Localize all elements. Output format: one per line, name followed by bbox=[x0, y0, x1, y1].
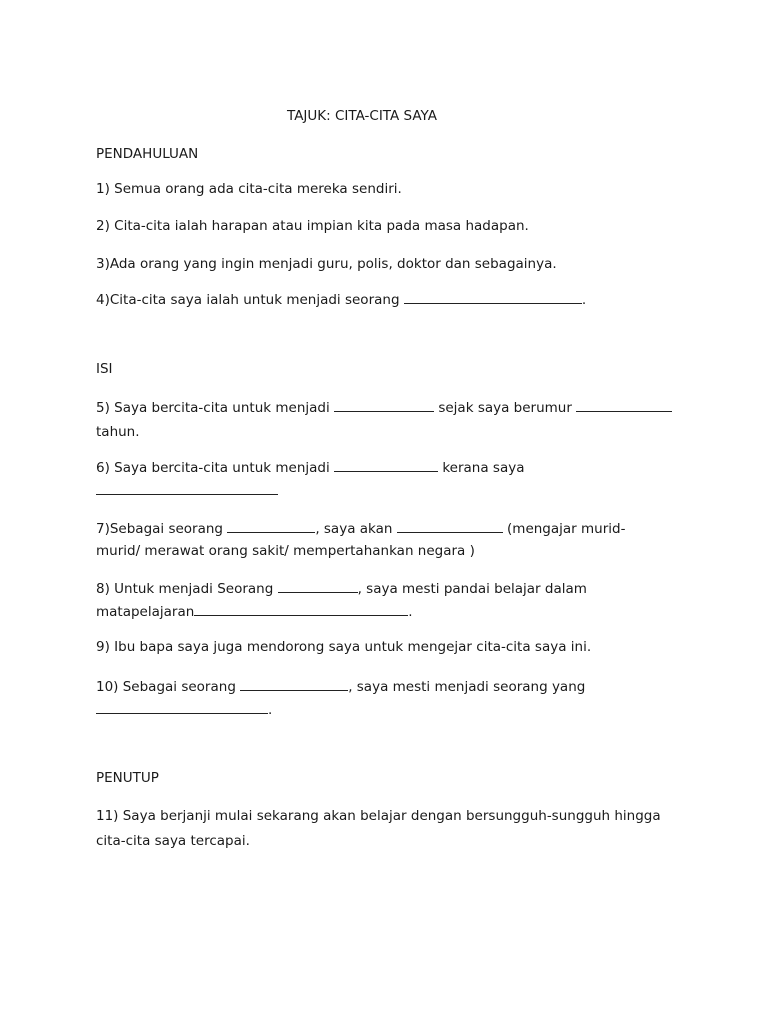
answer-blank[interactable] bbox=[404, 289, 582, 304]
answer-blank[interactable] bbox=[96, 480, 278, 495]
sentence-10-continued bbox=[96, 699, 272, 720]
sentence-4-end: . bbox=[581, 292, 587, 308]
sentence-10-text-a: 10) Sebagai seorang bbox=[96, 679, 236, 695]
answer-blank[interactable] bbox=[397, 518, 503, 533]
sentence-5-text-a: 5) Saya bercita-cita untuk menjadi bbox=[96, 400, 330, 416]
sentence-4-text: 4)Cita-cita saya ialah untuk menjadi seorang bbox=[96, 292, 400, 308]
sentence-6-text-a: 6) Saya bercita-cita untuk menjadi bbox=[96, 460, 330, 476]
sentence-11-continued: cita-cita saya tercapai. bbox=[96, 833, 250, 849]
sentence-5-text-b: sejak saya berumur bbox=[438, 400, 572, 416]
sentence-1: 1) Semua orang ada cita-cita mereka sendiri. bbox=[96, 181, 402, 197]
section-heading-pendahuluan: PENDAHULUAN bbox=[96, 146, 199, 162]
sentence-3: 3)Ada orang yang ingin menjadi guru, polis, doktor dan sebagainya. bbox=[96, 256, 557, 272]
sentence-4 bbox=[96, 289, 586, 310]
answer-blank[interactable] bbox=[278, 578, 358, 593]
sentence-8-end: . bbox=[408, 604, 413, 620]
sentence-6-continued bbox=[96, 480, 278, 501]
sentence-8-text-a: 8) Untuk menjadi Seorang bbox=[96, 581, 274, 597]
answer-blank[interactable] bbox=[240, 676, 348, 691]
sentence-6 bbox=[96, 457, 525, 478]
sentence-5 bbox=[96, 397, 672, 418]
answer-blank[interactable] bbox=[96, 699, 268, 714]
sentence-10 bbox=[96, 676, 585, 697]
answer-blank[interactable] bbox=[227, 518, 315, 533]
sentence-10-end: . bbox=[268, 702, 273, 718]
sentence-7 bbox=[96, 518, 625, 539]
section-heading-isi: ISI bbox=[96, 361, 113, 377]
answer-blank[interactable] bbox=[334, 397, 434, 412]
sentence-5-continued: tahun. bbox=[96, 424, 140, 440]
sentence-9: 9) Ibu bapa saya juga mendorong saya untuk mengejar cita-cita saya ini. bbox=[96, 639, 592, 655]
sentence-8 bbox=[96, 578, 587, 599]
sentence-7-text-b: , saya akan bbox=[315, 521, 393, 537]
answer-blank[interactable] bbox=[334, 457, 438, 472]
sentence-7-text-a: 7)Sebagai seorang bbox=[96, 521, 224, 537]
answer-blank[interactable] bbox=[576, 397, 672, 412]
answer-blank[interactable] bbox=[194, 601, 408, 616]
sentence-7-text-c: (mengajar murid- bbox=[507, 521, 626, 537]
sentence-8-text-c: matapelajaran bbox=[96, 604, 195, 620]
sentence-11: 11) Saya berjanji mulai sekarang akan belajar dengan bersungguh-sungguh hingga bbox=[96, 808, 661, 824]
sentence-8-continued bbox=[96, 601, 413, 622]
sentence-10-text-b: , saya mesti menjadi seorang yang bbox=[348, 679, 586, 695]
page-title: TAJUK: CITA-CITA SAYA bbox=[287, 108, 437, 124]
section-heading-penutup: PENUTUP bbox=[96, 770, 159, 786]
sentence-7-continued: murid/ merawat orang sakit/ mempertahankan negara ) bbox=[96, 543, 475, 559]
sentence-6-text-b: kerana saya bbox=[442, 460, 525, 476]
sentence-8-text-b: , saya mesti pandai belajar dalam bbox=[357, 581, 587, 597]
sentence-2: 2) Cita-cita ialah harapan atau impian kita pada masa hadapan. bbox=[96, 218, 529, 234]
